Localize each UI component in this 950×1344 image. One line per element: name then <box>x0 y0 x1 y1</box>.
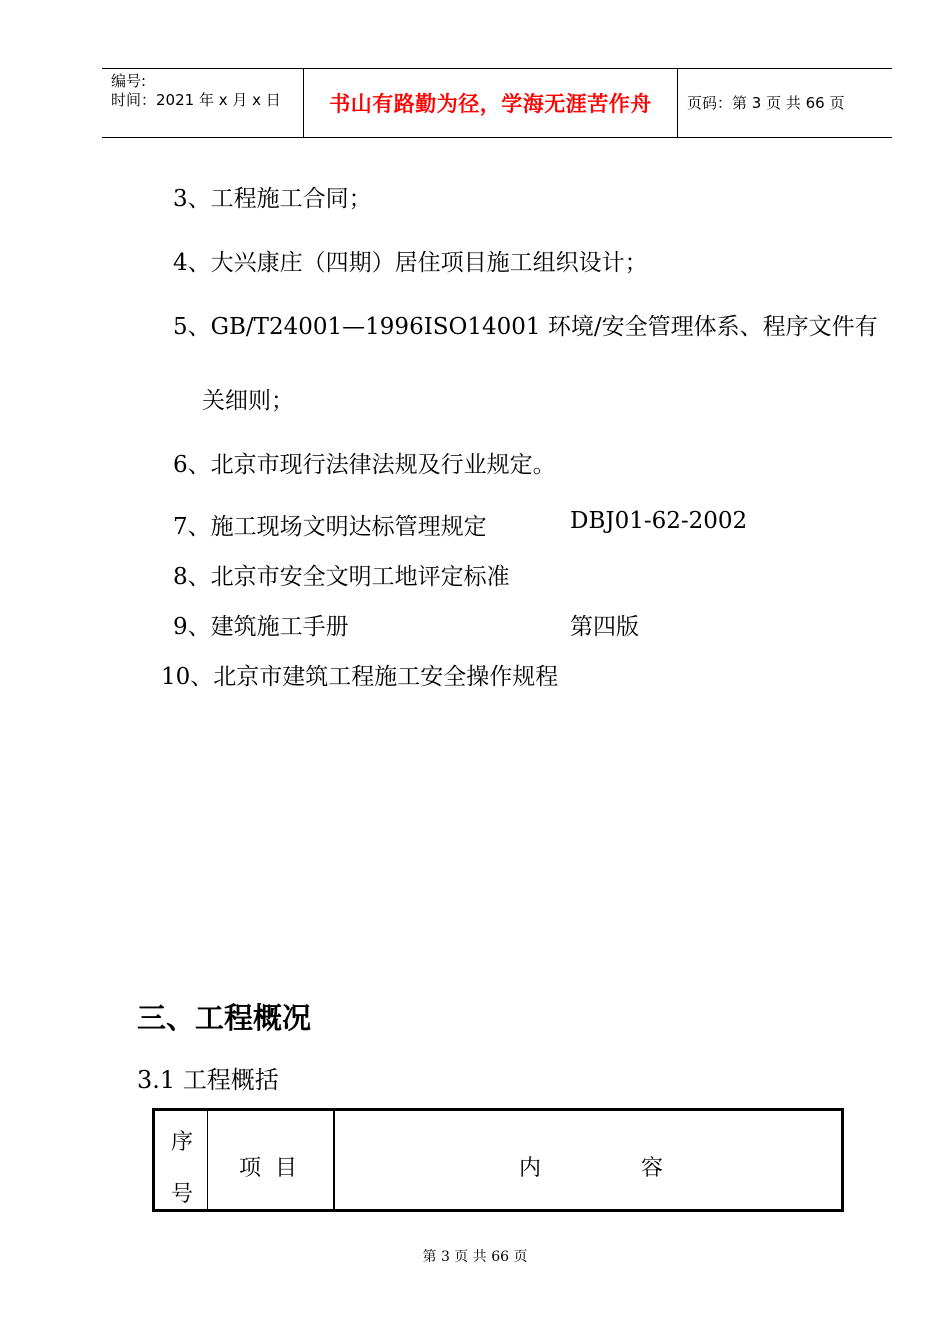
section-title: 三、工程概况 <box>137 1001 312 1035</box>
list-item-10: 10、北京市建筑工程施工安全操作规程 <box>161 664 559 690</box>
table-divider <box>207 1111 208 1209</box>
document-header <box>102 68 892 138</box>
table-header-index-2: 号 <box>171 1182 194 1207</box>
list-item-5-continued: 关细则； <box>202 388 294 414</box>
list-item-9-edition: 第四版 <box>570 614 639 640</box>
list-item-9: 9、建筑施工手册 <box>173 614 349 640</box>
section-subtitle: 3.1 工程概括 <box>137 1066 279 1094</box>
list-item-3: 3、工程施工合同； <box>173 186 372 212</box>
document-date: 时间：2021 年 x 月 x 日 <box>111 91 281 109</box>
list-item-6: 6、北京市现行法律法规及行业规定。 <box>173 452 556 478</box>
table-header-content-left: 内 <box>519 1156 542 1181</box>
table-header-index-1: 序 <box>171 1130 194 1155</box>
page-footer: 第 3 页 共 66 页 <box>422 1249 528 1265</box>
table-header-content-right: 容 <box>641 1156 664 1181</box>
list-item-4: 4、大兴康庄（四期）居住项目施工组织设计； <box>173 250 648 276</box>
header-page-cell <box>678 69 892 137</box>
header-meta-cell <box>102 69 304 137</box>
document-number-label: 编号: <box>111 72 147 90</box>
header-page-info: 页码：第 3 页 共 66 页 <box>687 93 845 112</box>
table-divider <box>333 1111 335 1209</box>
list-item-7: 7、施工现场文明达标管理规定 <box>173 514 487 540</box>
overview-table <box>152 1108 844 1212</box>
table-header-item: 项 目 <box>239 1156 297 1181</box>
list-item-8: 8、北京市安全文明工地评定标准 <box>173 564 510 590</box>
list-item-5: 5、GB/T24001—1996ISO14001 环境/安全管理体系、程序文件有 <box>173 314 878 340</box>
header-motto-cell <box>304 69 678 137</box>
header-motto: 书山有路勤为径，学海无涯苦作舟 <box>329 92 652 116</box>
list-item-7-code: DBJ01-62-2002 <box>570 508 748 534</box>
